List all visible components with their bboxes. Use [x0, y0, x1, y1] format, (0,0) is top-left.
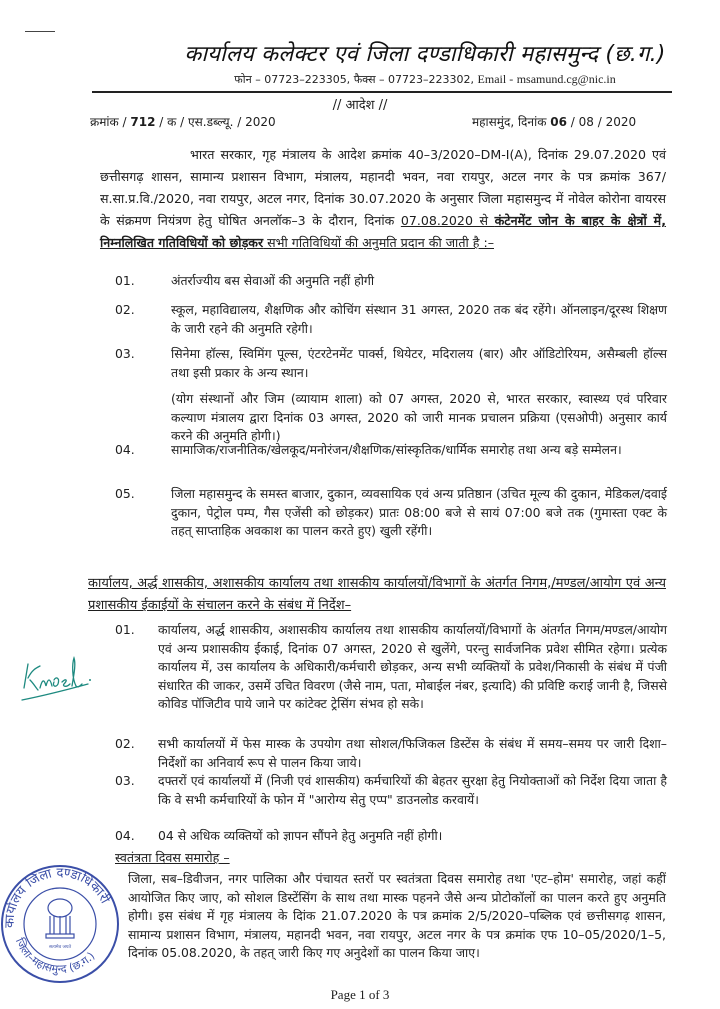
item-number: 01. — [115, 273, 135, 288]
office-directive-item — [115, 735, 667, 772]
item-number: 01. — [115, 622, 135, 637]
date-rest: / 08 / 2020 — [570, 115, 637, 129]
office-directive-item — [115, 827, 667, 846]
phone-label: फोन — [234, 73, 252, 86]
email-address: msamund.cg@nic.in — [516, 72, 616, 86]
item-note: (योग संस्थानों और जिम (व्यायाम शाला) को 07 अगस्त, 2020 से, भारत सरकार, स्वास्थ्य एवं परिवार कल्याण मंत्रालय द्वारा दिनांक 03 अगस्त, 2020 को जारी मानक प्रचालन प्रक्रिया (एसओपी) अनुसार कार्य करने की अनुमति होगी।) — [171, 391, 667, 443]
item-number: 03. — [115, 346, 135, 361]
scan-artifact-line — [25, 31, 55, 32]
seal-text-bottom: जिला–महासमुन्द (छ.ग.) — [12, 936, 98, 976]
place-date-prefix: महासमुंद, दिनांक — [472, 115, 547, 129]
office-section-heading: कार्यालय, अर्द्ध शासकीय, अशासकीय कार्यालय तथा शासकीय कार्यालयों/विभागों के अंतर्गत निगम,/मण्डल/आयोग एवं अन्य प्रशासकीय ईकाईयों के संचालन करने के संबंध में निर्देश– — [88, 576, 666, 613]
item-text: कार्यालय, अर्द्ध शासकीय, अशासकीय कार्यालय तथा शासकीय कार्यालयों/विभागों के अंतर्गत निगम/मण्डल/आयोग एवं अन्य प्रशासकीय ईकाई, दिनांक 07 अगस्त, 2020 से खुलेंगे, परन्तु सार्वजनिक प्रवेश सीमित रहेगा। प्रत्येक कार्यालय में, उस कार्यालय के अधिकारी/कर्मचारी छोड़कर, अन्य सभी व्यक्तियों के प्रवेश/निकासी के संबंध में पंजी संधारित की जाकर, उसमें उचित विवरण (जैसे नाम, पता, मोबाईल नंबर, इत्यादि) की प्रविष्टि कराई जानी है, जिससे कोविड पॉजिटीव पाये जाने पर कांटेक्ट ट्रेसिंग संभव हो सके। — [158, 622, 667, 711]
item-number: 05. — [115, 486, 135, 501]
reference-number — [90, 113, 276, 130]
fax-number: 07723–223302, — [388, 73, 475, 86]
official-seal-stamp — [0, 858, 124, 988]
order-title: // आदेश // — [332, 98, 388, 113]
handwritten-signature — [18, 650, 98, 710]
item-number: 04. — [115, 442, 135, 457]
independence-day-heading: स्वतंत्रता दिवस समारोह – — [115, 850, 230, 865]
national-emblem-icon — [46, 899, 74, 938]
header-divider — [92, 91, 672, 93]
restricted-activity-item — [115, 441, 667, 460]
item-text: जिला महासमुन्द के समस्त बाजार, दुकान, व्यवसायिक एवं अन्य प्रतिष्ठान (उचित मूल्य की दुकान, मेडिकल/दवाई दुकान, पेट्रोल पम्प, गैस एजेंसी को छोड़कर) प्रातः 08:00 बजे से सायं 07:00 बजे तक (गुमास्ता एक्ट के तहत् साप्ताहिक अवकाश का पालन करते हुए) खुली रहेंगी। — [171, 486, 667, 538]
item-number: 02. — [115, 302, 135, 317]
restricted-activity-item — [115, 485, 667, 541]
place-date — [472, 113, 636, 130]
date-day: 06 — [550, 115, 567, 129]
fax-label: फैक्स — [353, 73, 376, 86]
item-text: 04 से अधिक व्यक्तियों को ज्ञापन सौंपने हेतु अनुमति नहीं होगी। — [158, 828, 443, 843]
restricted-activity-item — [115, 345, 667, 446]
emblem-caption: सत्यमेव जयते — [48, 945, 72, 950]
office-directive-item — [115, 772, 667, 809]
page-number: Page 1 of 3 — [330, 987, 390, 1002]
item-text: दफ्तरों एवं कार्यालयों में (निजी एवं शासकीय) कर्मचारियों की बेहतर सुरक्षा हेतु नियोक्ताओं को निर्देश दिया जाता है कि वे सभी कर्मचारियों के फोन में "आरोग्य सेतु एप्प" डाउनलोड करवायें। — [158, 773, 667, 807]
item-text: सिनेमा हॉल्स, स्विमिंग पूल्स, एंटरटेनमेंट पार्क्स, थियेटर, मदिरालय (बार) और ऑडिटोरियम, असैम्बली हॉल्स तथा इसी प्रकार के अन्य स्थान। — [171, 346, 667, 380]
intro-underlined-end: सभी गतिविधियों की अनुमति प्रदान की जाती है :– — [263, 235, 494, 250]
email-label: Email - — [477, 72, 514, 86]
item-number: 02. — [115, 736, 135, 751]
intro-date: 07.08.2020 से — [400, 213, 495, 228]
independence-day-text: जिला, सब–डिवीजन, नगर पालिका और पंचायत स्तरों पर स्वतंत्रता दिवस समारोह तथा 'एट–होम' समारोह, जहां कहीं आयोजित किए जाए, को सोशल डिस्टेंसिंग के साथ तथा मास्क पहनने जैसे अन्य प्रोटोकॉलों का पालन करते हुए अनुमति होगी। इस संबंध में गृह मंत्रालय के दिांक 21.07.2020 के पत्र क्रमांक 2/5/2020–पब्लिक एवं छत्तीसगढ़ शासन, सामान्य प्रशासन विभाग, मंत्रालय, महानदी भवन, नवा रायपुर, अटल नगर के पत्र क्रमांक एफ 10–05/2020/1–5, दिनांक 05.08.2020, के तहत् जारी किए गए अनुदेशों का पालन किया जाए। — [128, 871, 666, 960]
intro-bold-clause: कंटेनमेंट जोन के बाहर के क्षेत्रों में, निम्नलिखित गतिविधियों को छोड़कर — [100, 213, 667, 250]
intro-paragraph — [100, 144, 666, 254]
office-title: कार्यालय कलेक्टर एवं जिला दण्डाधिकारी महासमुन्द (छ.ग.) — [184, 42, 666, 67]
intro-text: भारत सरकार, गृह मंत्रालय के आदेश क्रमांक 40–3/2020–DM-I(A), दिनांक 29.07.2020 एवं छत्तीसगढ़ शासन, सामान्य प्रशासन विभाग, मंत्रालय, महानदी भवन, नवा रायपुर, अटल नगर के पत्र क्रमांक 367/स.सा.प्र.वि./2020, नवा रायपुर, अटल नगर, दिनांक 30.07.2020 के अनुसार जिला महासमुन्द में नोवेल कोरोना वायरस के संक्रमण नियंत्रण हेतु घोषित अनलॉक–3 के दौरान, दिनांक — [100, 147, 666, 228]
item-text: सामाजिक/राजनीतिक/खेलकूद/मनोरंजन/शैक्षणिक/सांस्कृतिक/धार्मिक समारोह तथा अन्य बड़े सम्मेलन। — [171, 442, 622, 457]
restricted-activity-item — [115, 301, 667, 338]
phone-number: 07723–223305, — [264, 73, 351, 86]
item-number: 03. — [115, 773, 135, 788]
item-text: स्कूल, महाविद्यालय, शैक्षणिक और कोचिंग संस्थान 31 अगस्त, 2020 तक बंद रहेंगे। ऑनलाइन/दूरस्थ शिक्षण के जारी रहने की अनुमति रहेगी। — [171, 302, 667, 336]
office-directive-item — [115, 621, 667, 714]
item-text: अंतर्राज्यीय बस सेवाओं की अनुमति नहीं होगी — [171, 273, 375, 288]
reference-prefix: क्रमांक / — [90, 115, 127, 129]
contact-line: फोन – 07723–223305, फैक्स – 07723–223302, Email - msamund.cg@nic.in — [234, 72, 616, 86]
reference-suffix: / क / एस.डब्ल्यू. / 2020 — [159, 115, 276, 129]
restricted-activity-item — [115, 272, 667, 291]
reference-value: 712 — [130, 115, 156, 129]
item-text: सभी कार्यालयों में फेस मास्क के उपयोग तथा सोशल/फिजिकल डिस्टेंस के संबंध में समय–समय पर जारी दिशा–निर्देशों का अनिवार्य रूप से पालन किया जाये। — [158, 736, 667, 770]
item-number: 04. — [115, 828, 135, 843]
seal-text-top: कार्यालय जिला दण्डाधिकारी — [2, 865, 113, 929]
